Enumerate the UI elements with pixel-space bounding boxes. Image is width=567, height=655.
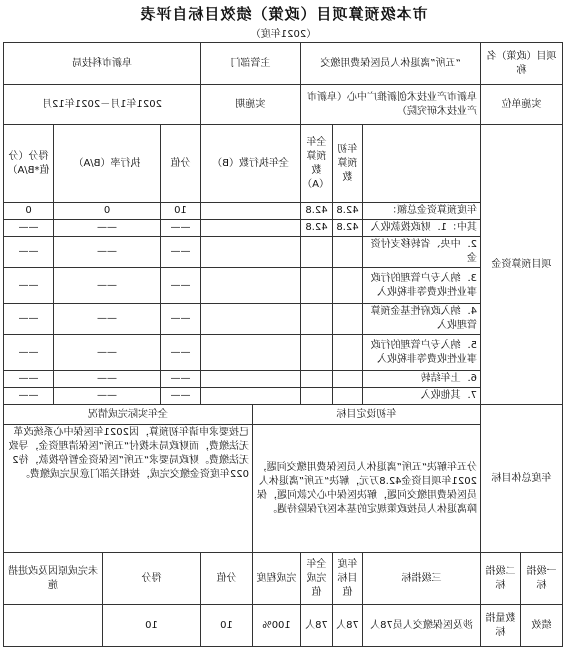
ind-header-target: 年度目标值 [333, 553, 363, 605]
period-label: 实施期 [201, 85, 301, 125]
fund-row-label: 其中：1．财政拨款收入 [363, 220, 481, 237]
fund-row-budget [333, 268, 363, 304]
fund-row-rate: —— [54, 268, 161, 304]
fund-row-full [301, 335, 333, 371]
fund-row-exec [201, 304, 301, 335]
fund-row-rate: —— [54, 304, 161, 335]
fund-row-value: —— [161, 237, 201, 268]
fund-row-exec [201, 237, 301, 268]
dept-value: 阜新市科技局 [4, 43, 201, 85]
fund-row-budget [333, 237, 363, 268]
fund-row-exec [201, 220, 301, 237]
fund-row-budget: 42.8 [333, 203, 363, 220]
performance-self-evaluation-table [3, 42, 563, 647]
fund-row [4, 220, 563, 237]
fund-row-budget: 42.8 [333, 220, 363, 237]
ind-header-level1: 一级指标 [521, 553, 563, 605]
indicator-row [4, 605, 563, 647]
fund-row-exec [201, 268, 301, 304]
fund-row-value: —— [161, 268, 201, 304]
ind-level3: 涉及医保缴交人员78人 [363, 605, 481, 647]
unit-value: 阜新市产业技术创新推广中心（阜新市产业技术研究院） [301, 85, 481, 125]
ind-target: 78人 [333, 605, 363, 647]
fund-row-label: 5．纳入专户管理的行政事业性收费等非税收入 [363, 335, 481, 371]
fund-row-score: —— [4, 220, 54, 237]
page-subtitle: （2021年度） [250, 29, 317, 40]
header-execution-rate: 执行率（B/A） [54, 125, 161, 203]
ind-header-actual: 全年完成值 [301, 553, 333, 605]
fund-row-exec [201, 203, 301, 220]
unit-label: 实施单位 [481, 85, 563, 125]
fund-row-full [301, 388, 333, 405]
fund-row-value: 10 [161, 203, 201, 220]
project-name-value: “五所”离退休人员医保费用缴交 [301, 43, 481, 85]
goals-section-label: 年度总体目标 [481, 405, 563, 553]
project-name-row [4, 43, 563, 85]
page-title: 市本级预算项目（政策）绩效目标自评表 [139, 5, 428, 23]
fund-row [4, 335, 563, 371]
fund-row-exec [201, 371, 301, 388]
fund-row-value: —— [161, 371, 201, 388]
fund-row-value: —— [161, 220, 201, 237]
fund-row-label: 2．中央、省转移支付资金 [363, 237, 481, 268]
fund-row-rate: —— [54, 220, 161, 237]
project-name-label: 项目（政策）名称 [481, 43, 563, 85]
ind-reason [4, 605, 103, 647]
fund-row [4, 388, 563, 405]
fund-row-value: —— [161, 388, 201, 405]
fund-row-value: —— [161, 335, 201, 371]
header-score-value: 分值 [161, 125, 201, 203]
header-initial-budget: 年初预算数 [333, 125, 363, 203]
fund-row [4, 203, 563, 220]
fund-row-budget [333, 304, 363, 335]
fund-row [4, 304, 563, 335]
goals-header-row [4, 405, 563, 425]
fund-row-exec [201, 335, 301, 371]
fund-row-full [301, 237, 333, 268]
fund-row-full [301, 371, 333, 388]
fund-row-rate: 0 [54, 203, 161, 220]
fund-row-score: —— [4, 268, 54, 304]
goals-actual-text: 已按要求申请年初预算，因2021年医保中心系统改革无法缴费，而财政局未拨付“五所”医保清理资金，导致无法缴费。财政局要求“五所”医保资金暂停拨款，待2022年度资金缴交完成，按相关部门意见完成缴费。 [4, 425, 253, 553]
fund-row-label: 4．纳入政府性基金预算管理收入 [363, 304, 481, 335]
fund-row-score: —— [4, 335, 54, 371]
fund-row-score: —— [4, 237, 54, 268]
fund-row-rate: —— [54, 237, 161, 268]
ind-completion: 100% [253, 605, 301, 647]
fund-row-exec [201, 388, 301, 405]
fund-row-score: —— [4, 388, 54, 405]
ind-actual: 78人 [301, 605, 333, 647]
goals-initial-text: 分五年解决“五所”离退休人员医保费用缴交问题，2021年项目资金42.8万元，解决“五所”离退休人员医保费用缴交问题，解决医保中心欠款问题，保障离退休人员按政策规定的基本医疗保险待遇。 [253, 425, 481, 553]
ind-header-completion: 完成程度 [253, 553, 301, 605]
fund-row-label: 年度预算资金总额： [363, 203, 481, 220]
fund-row-value: —— [161, 304, 201, 335]
header-execution: 全年执行数（B） [201, 125, 301, 203]
fund-row-full [301, 268, 333, 304]
fund-row-full: 42.8 [301, 203, 333, 220]
fund-row-budget [333, 335, 363, 371]
fund-row-score: 0 [4, 203, 54, 220]
indicators-header-row [4, 553, 563, 605]
fund-row-label: 3．纳入专户管理的行政事业性收费等非税收入 [363, 268, 481, 304]
funds-header-blank [363, 125, 481, 203]
ind-header-level3: 三级指标 [363, 553, 481, 605]
fund-row-budget [333, 388, 363, 405]
fund-row-full [301, 304, 333, 335]
fund-row-rate: —— [54, 335, 161, 371]
goals-content-row [4, 425, 563, 553]
fund-row [4, 371, 563, 388]
ind-header-value: 分值 [201, 553, 253, 605]
goals-actual-header: 全年实际完成情况 [4, 405, 253, 425]
fund-row [4, 237, 563, 268]
ind-level1: 绩效 [521, 605, 563, 647]
ind-level2: 数量指标 [481, 605, 521, 647]
fund-row-score: —— [4, 371, 54, 388]
period-value: 2021年1月－2021年12月 [4, 85, 201, 125]
ind-score: 10 [103, 605, 201, 647]
fund-row-rate: —— [54, 388, 161, 405]
ind-header-level2: 二级指标 [481, 553, 521, 605]
fund-row-score: —— [4, 304, 54, 335]
fund-row-label: 7．其他收入 [363, 388, 481, 405]
dept-label: 主管部门 [201, 43, 301, 85]
funds-header-row [4, 125, 563, 203]
fund-row [4, 268, 563, 304]
goals-initial-header: 年初设定目标 [253, 405, 481, 425]
fund-row-full: 42.8 [301, 220, 333, 237]
unit-row [4, 85, 563, 125]
ind-header-score: 得分 [103, 553, 201, 605]
ind-value: 10 [201, 605, 253, 647]
fund-row-rate: —— [54, 371, 161, 388]
header-full-budget: 全年预算数（A） [301, 125, 333, 203]
fund-row-label: 6．上年结转 [363, 371, 481, 388]
fund-row-budget [333, 371, 363, 388]
header-score: 得分（分值*B/A） [4, 125, 54, 203]
ind-header-reason: 未完成原因及改进措施 [4, 553, 103, 605]
funds-section-label: 项目预算资金 [481, 125, 563, 405]
